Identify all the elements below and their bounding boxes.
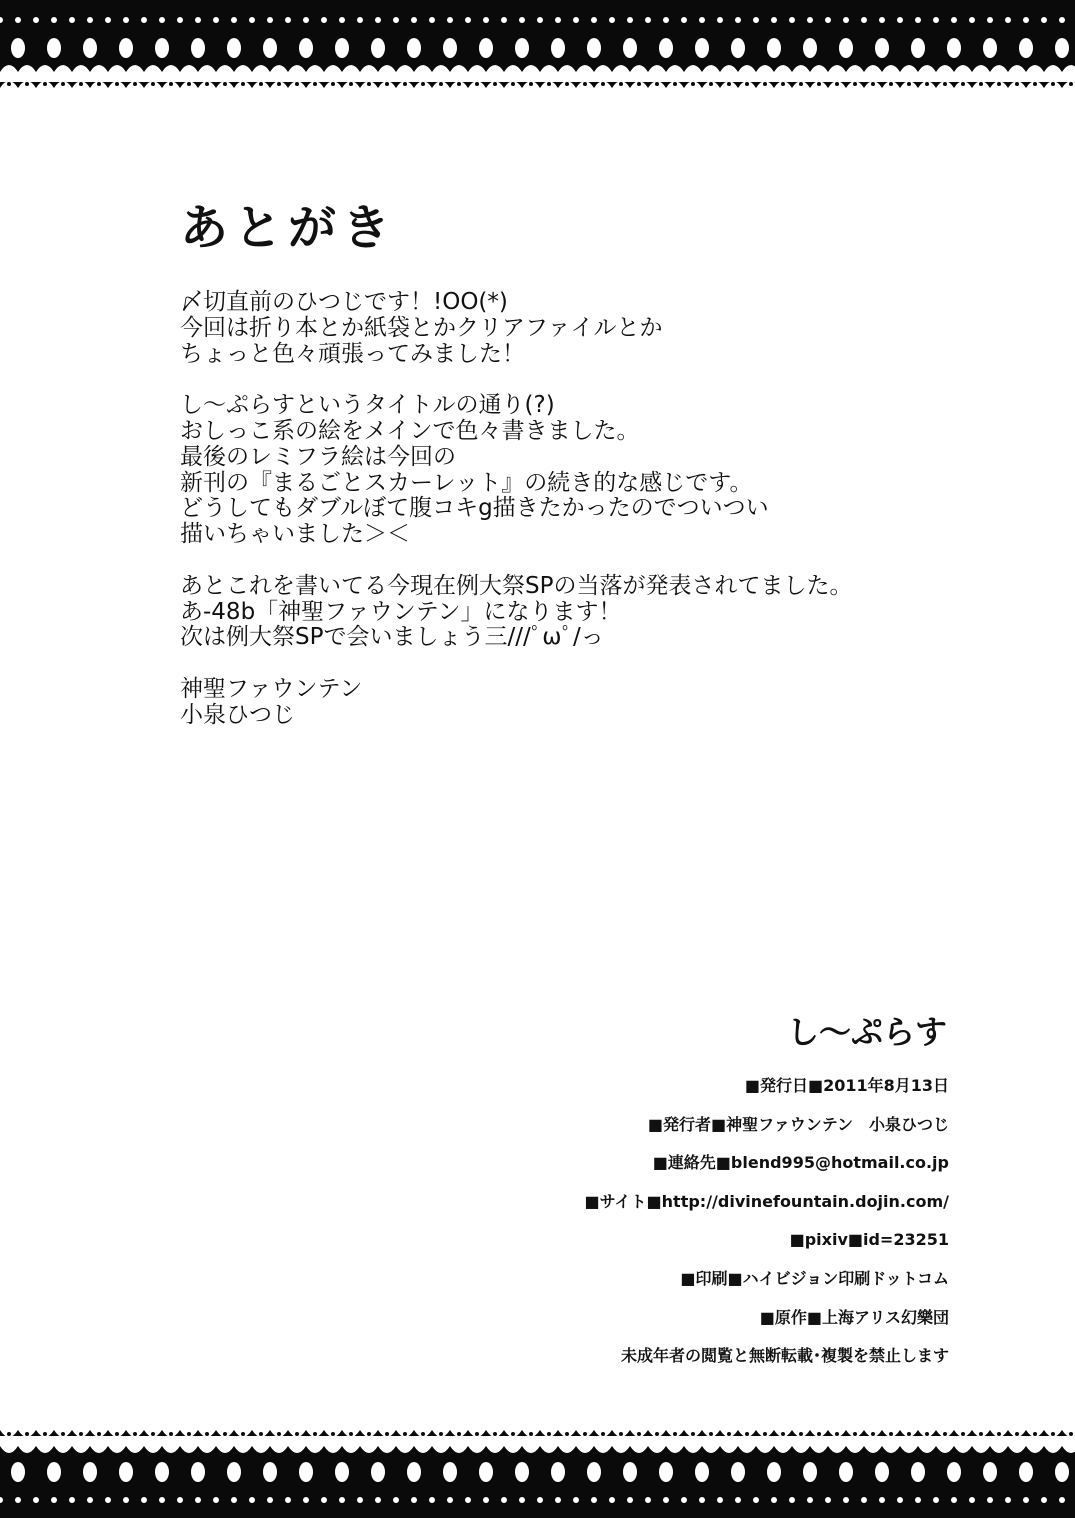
text-line: 次は例大祭SPで会いましょう三///ﾟωﾟ/っ xyxy=(180,624,604,651)
text-line: 〆切直前のひつじです！!OO(*) xyxy=(180,289,508,315)
colophon-original-work: ■原作■上海アリス幻樂団 xyxy=(759,1307,949,1327)
colophon-site: ■サイト■http://divinefountain.dojin.com/ xyxy=(584,1191,949,1211)
paragraph-gap xyxy=(180,367,940,393)
lace-border-bottom xyxy=(0,1408,1075,1518)
book-title: し～ぷらす xyxy=(786,1013,947,1051)
text-line: どうしてもダブルぼて腹コキg描きたかったのでついつい xyxy=(180,495,769,522)
author-name: 小泉ひつじ xyxy=(180,701,295,728)
paragraph-1 xyxy=(180,290,940,367)
text-line: あとこれを書いてる今現在例大祭SPの当落が発表されてました。 xyxy=(180,572,853,599)
colophon-date: ■発行日■2011年8月13日 xyxy=(744,1076,949,1095)
signature-block xyxy=(180,677,940,729)
colophon-printer: ■印刷■ハイビジョン印刷ドットコム xyxy=(680,1268,949,1288)
text-line: あ-48b「神聖ファウンテン」になります！ xyxy=(180,598,622,625)
paragraph-3 xyxy=(180,574,940,651)
text-line: 今回は折り本とか紙袋とかクリアファイルとか xyxy=(180,314,663,341)
colophon-notice: 未成年者の閲覧と無断転載･複製を禁止します xyxy=(620,1346,949,1366)
text-line: 新刊の『まるごとスカーレット』の続き的な感じです。 xyxy=(180,469,753,496)
afterword-body xyxy=(180,290,940,729)
lace-pattern-icon xyxy=(0,1408,1075,1518)
colophon-contact: ■連絡先■blend995@hotmail.co.jp xyxy=(652,1153,949,1173)
colophon-publisher: ■発行者■神聖ファウンテン 小泉ひつじ xyxy=(647,1114,949,1134)
text-line: し～ぷらすというタイトルの通り(?) xyxy=(180,392,555,419)
paragraph-gap xyxy=(180,651,940,677)
text-line: 描いちゃいました＞＜ xyxy=(180,521,410,548)
text-line: 最後のレミフラ絵は今回の xyxy=(180,443,456,470)
afterword-title: あとがき xyxy=(180,200,397,256)
text-line: ちょっと色々頑張ってみました！ xyxy=(180,340,525,367)
paragraph-2 xyxy=(180,393,940,548)
text-line: おしっこ系の絵をメインで色々書きました。 xyxy=(180,417,640,444)
paragraph-gap xyxy=(180,548,940,574)
lace-border-top xyxy=(0,0,1075,110)
circle-name: 神聖ファウンテン xyxy=(180,675,363,702)
colophon xyxy=(349,1074,949,1383)
lace-pattern-icon xyxy=(0,0,1075,110)
colophon-pixiv: ■pixiv■id=23251 xyxy=(789,1230,949,1250)
